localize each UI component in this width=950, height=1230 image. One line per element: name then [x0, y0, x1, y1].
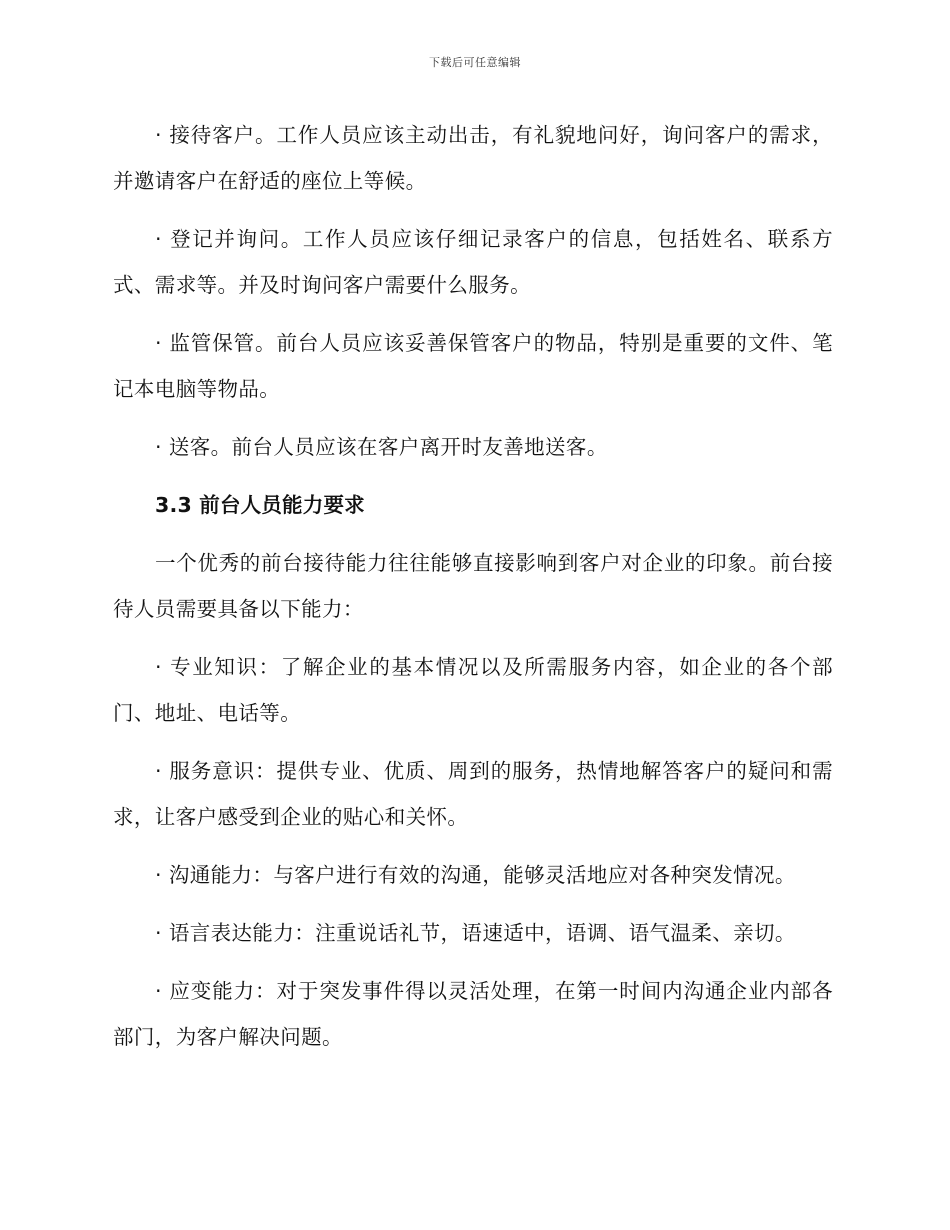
paragraph-custody: · 监管保管。前台人员应该妥善保管客户的物品，特别是重要的文件、笔记本电脑等物品。: [113, 331, 833, 401]
page-header-note: 下载后可任意编辑: [429, 56, 521, 69]
section-intro: 一个优秀的前台接待能力往往能够直接影响到客户对企业的印象。前台接待人员需要具备以下能力：: [113, 551, 833, 621]
section-heading: 3.3 前台人员能力要求: [155, 493, 365, 517]
ability-language-expression: · 语言表达能力：注重说话礼节，语速适中，语调、语气温柔、亲切。: [155, 921, 796, 945]
paragraph-register-inquire: · 登记并询问。工作人员应该仔细记录客户的信息，包括姓名、联系方式、需求等。并及时询问客户需要什么服务。: [113, 227, 833, 297]
ability-communication: · 沟通能力：与客户进行有效的沟通，能够灵活地应对各种突发情况。: [155, 863, 796, 887]
ability-adaptability: · 应变能力：对于突发事件得以灵活处理，在第一时间内沟通企业内部各部门，为客户解决问题。: [113, 979, 833, 1049]
ability-professional-knowledge: · 专业知识：了解企业的基本情况以及所需服务内容，如企业的各个部门、地址、电话等。: [113, 655, 833, 725]
document-body: [113, 112, 833, 1072]
paragraph-receive-customer: · 接待客户。工作人员应该主动出击，有礼貌地问好，询问客户的需求，并邀请客户在舒适的座位上等候。: [113, 123, 833, 193]
paragraph-see-off: · 送客。前台人员应该在客户离开时友善地送客。: [155, 435, 608, 459]
ability-service-awareness: · 服务意识：提供专业、优质、周到的服务，热情地解答客户的疑问和需求，让客户感受到企业的贴心和关怀。: [113, 759, 833, 829]
